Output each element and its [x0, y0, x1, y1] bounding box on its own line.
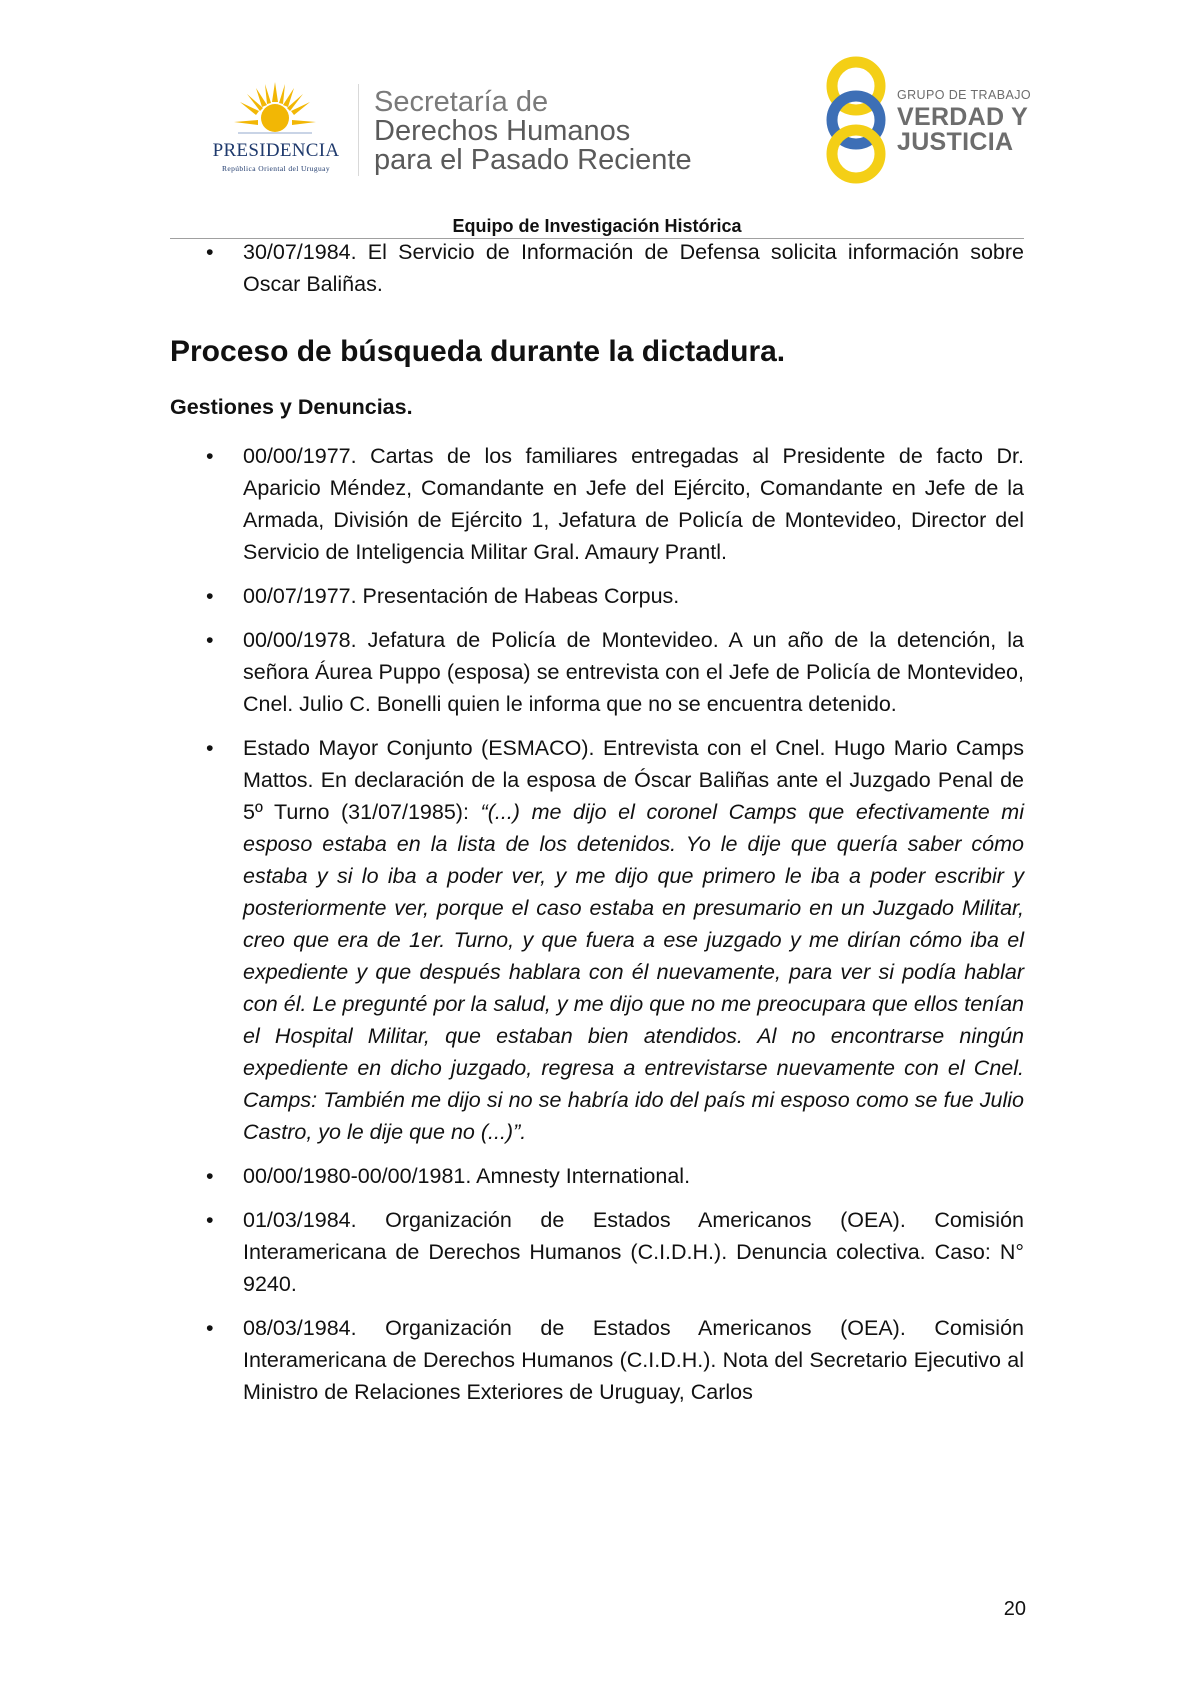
bullet: •: [206, 444, 214, 468]
team-heading: Equipo de Investigación Histórica: [452, 216, 742, 236]
list-item: [170, 236, 1024, 300]
item-text: 00/00/1978. Jefatura de Policía de Montevideo. A un año de la detención, la señora Áurea Puppo (esposa) se entrevista con el Jefe de Policía de Montevideo, Cnel. Julio C. Bonelli quien le informa que no se encuentra detenido.: [243, 628, 1024, 716]
document-body: [170, 236, 1024, 1420]
subsection-title: Gestiones y Denuncias.: [170, 395, 413, 419]
list-item: [170, 624, 1024, 720]
secretaria-logo-text: [374, 88, 692, 175]
item-text: 00/00/1977. Cartas de los familiares entregadas al Presidente de facto Dr. Aparicio Méndez, Comandante en Jefe del Ejército, Comandante en Jefe de la Armada, División de Ejército 1, Jefatura de Policía de Montevideo, Director del Servicio de Inteligencia Militar Gral. Amaury Prantl.: [243, 444, 1024, 564]
item-text: 00/07/1977. Presentación de Habeas Corpus.: [243, 584, 680, 608]
rings-icon: [818, 54, 894, 184]
bullet: •: [206, 628, 214, 652]
logo-divider: [358, 84, 359, 176]
testimony-quote: “(...) me dijo el coronel Camps que efectivamente mi esposo estaba en la lista de los detenidos. Yo le dije que quería saber cómo estaba y si lo iba a poder ver, y me dijo que primero le iba a poder escribir y posteriormente ver, porque el caso estaba en presumario en un Juzgado Militar, creo que era de 1er. Turno, y que fuera a ese juzgado y me dirían cómo iba el expediente y que después hablara con él nuevamente, para ver si podía hablar con él. Le pregunté por la salud, y me dijo que no me preocupara que ellos tenían el Hospital Militar, que estaban bien atendidos. Al no encontrarse ningún expediente en dicho juzgado, regresa a entrevistarse nuevamente con el Cnel. Camps: También me dijo si no se habría ido del país mi esposo como se fue Julio Castro, yo le dije que no (...)”.: [243, 800, 1024, 1144]
list-item: [170, 1204, 1024, 1300]
presidencia-wordmark: PRESIDENCIA: [212, 140, 340, 161]
bullet: •: [206, 240, 214, 264]
verdad-justicia-logo: [818, 54, 1038, 184]
secretaria-line-1: Secretaría de: [374, 86, 549, 118]
bullet: •: [206, 1164, 214, 1188]
item-text: 08/03/1984. Organización de Estados Americanos (OEA). Comisión Interamericana de Derechos Humanos (C.I.D.H.). Nota del Secretario Ejecutivo al Ministro de Relaciones Exteriores de Uruguay, Carlos: [243, 1316, 1024, 1404]
vj-verdad: VERDAD Y: [897, 103, 1029, 131]
bullet: •: [206, 1208, 214, 1232]
item-text: Estado Mayor Conjunto (ESMACO). Entrevista con el Cnel. Hugo Mario Camps Mattos. En declaración de la esposa de Óscar Baliñas ante el Juzgado Penal de 5º Turno (31/07/1985):: [243, 736, 1024, 824]
list-item: [170, 1312, 1024, 1408]
list-item: [170, 1160, 1024, 1192]
presidencia-subtitle: República Oriental del Uruguay: [221, 164, 330, 173]
secretaria-line-3: para el Pasado Reciente: [374, 144, 692, 176]
list-item: [170, 580, 1024, 612]
page-number: 20: [1003, 1598, 1026, 1620]
presidencia-logo: [196, 80, 356, 180]
bullet: •: [206, 1316, 214, 1340]
item-text: 30/07/1984. El Servicio de Información de Defensa solicita información sobre Oscar Baliñas.: [243, 240, 1024, 296]
bullet: •: [206, 584, 214, 608]
events-list: [170, 440, 1024, 1408]
list-item: [170, 440, 1024, 568]
vj-justicia: JUSTICIA: [897, 128, 1014, 156]
page-header: [0, 0, 1190, 236]
list-item: [170, 732, 1024, 1148]
secretaria-line-2: Derechos Humanos: [374, 115, 631, 147]
section-title: Proceso de búsqueda durante la dictadura.: [170, 335, 786, 368]
bullet: •: [206, 736, 214, 760]
vj-group-label: GRUPO DE TRABAJO: [897, 88, 1031, 102]
item-text: 00/00/1980-00/00/1981. Amnesty International.: [243, 1164, 691, 1188]
sun-icon: [234, 80, 316, 140]
item-text: 01/03/1984. Organización de Estados Americanos (OEA). Comisión Interamericana de Derechos Humanos (C.I.D.H.). Denuncia colectiva. Caso: N° 9240.: [243, 1208, 1024, 1296]
